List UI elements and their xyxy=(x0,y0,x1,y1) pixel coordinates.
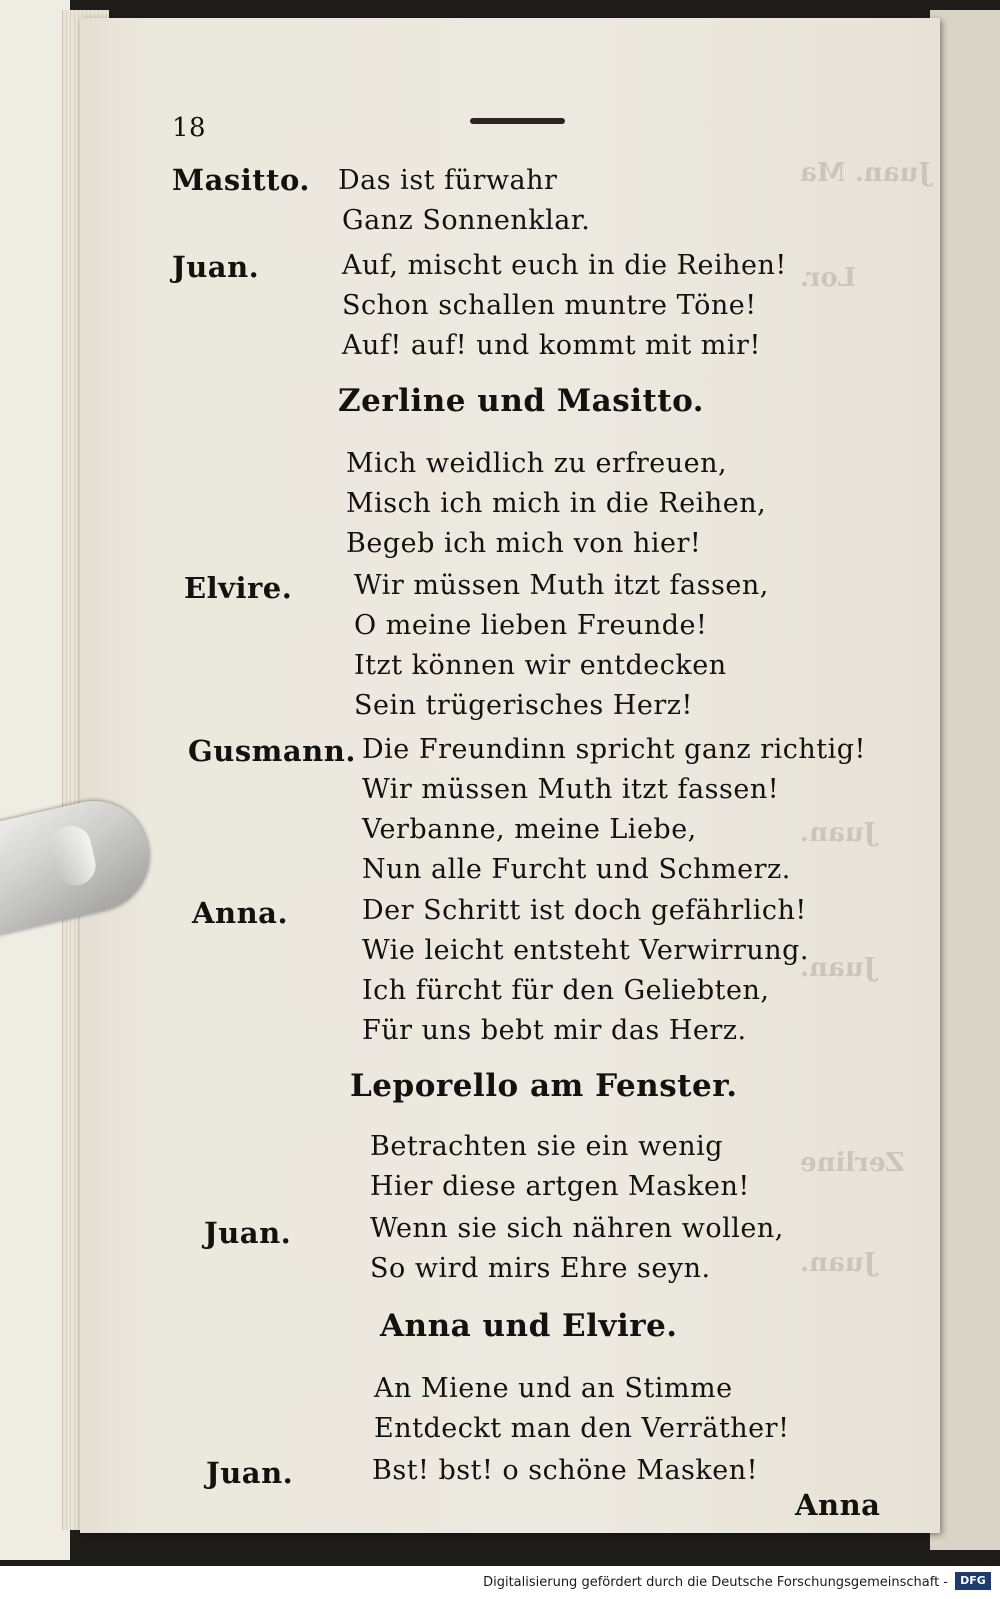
verse-line: Verbanne, meine Liebe, xyxy=(362,814,697,845)
clip-highlight xyxy=(47,822,99,889)
verse-line: Hier diese artgen Masken! xyxy=(370,1171,750,1202)
section-heading: Zerline und Masitto. xyxy=(338,383,705,419)
verse-line: Ganz Sonnenklar. xyxy=(342,205,591,236)
verse-line: Auf! auf! und kommt mit mir! xyxy=(342,330,761,361)
verse-line: Begeb ich mich von hier! xyxy=(346,528,702,559)
verse-line: Nun alle Furcht und Schmerz. xyxy=(362,854,791,885)
verse-line: Wir müssen Muth itzt fassen! xyxy=(362,774,780,805)
head-ornament xyxy=(470,118,565,124)
speaker-label: Elvire. xyxy=(184,571,293,605)
bleed-through: Juan. xyxy=(800,818,877,848)
verse-line: O meine lieben Freunde! xyxy=(354,610,708,641)
scan-margin xyxy=(0,0,70,1560)
funding-credit: Digitalisierung gefördert durch die Deutsche Forschungsgemeinschaft - xyxy=(483,1575,948,1590)
verse-line: Wenn sie sich nähren wollen, xyxy=(370,1213,784,1244)
verse-line: Bst! bst! o schöne Masken! xyxy=(372,1455,758,1486)
bleed-through: Juan. Ma xyxy=(800,158,931,188)
verse-line: Sein trügerisches Herz! xyxy=(354,690,693,721)
section-heading: Leporello am Fenster. xyxy=(350,1068,738,1104)
verse-line: So wird mirs Ehre seyn. xyxy=(370,1253,711,1284)
dfg-logo: DFG xyxy=(955,1572,991,1590)
speaker-label: Anna. xyxy=(192,896,289,930)
verse-line: Auf, mischt euch in die Reihen! xyxy=(342,250,787,281)
bleed-through: Lor. xyxy=(800,263,856,293)
verse-line: Itzt können wir entdecken xyxy=(354,650,727,681)
verse-line: Betrachten sie ein wenig xyxy=(370,1131,724,1162)
book-page xyxy=(80,18,940,1533)
verse-line: An Miene und an Stimme xyxy=(374,1373,733,1404)
verse-line: Das ist fürwahr xyxy=(338,165,558,196)
verse-line: Die Freundinn spricht ganz richtig! xyxy=(362,734,866,765)
bleed-through: Zerline xyxy=(800,1148,905,1178)
verse-line: Ich fürcht für den Geliebten, xyxy=(362,975,770,1006)
speaker-label: Juan. xyxy=(204,1216,292,1250)
speaker-label: Gusmann. xyxy=(188,734,356,768)
bleed-through: Juan. xyxy=(800,953,877,983)
verse-line: Wie leicht entsteht Verwirrung. xyxy=(362,935,809,966)
speaker-label: Masitto. xyxy=(172,163,310,197)
speaker-label: Juan. xyxy=(206,1456,294,1490)
verse-line: Der Schritt ist doch gefährlich! xyxy=(362,895,807,926)
verse-line: Mich weidlich zu erfreuen, xyxy=(346,448,728,479)
section-heading: Anna und Elvire. xyxy=(380,1308,678,1344)
bleed-through: Juan. xyxy=(800,1248,877,1278)
verse-line: Misch ich mich in die Reihen, xyxy=(346,488,767,519)
verse-line: Schon schallen muntre Töne! xyxy=(342,290,757,321)
verse-line: Entdeckt man den Verräther! xyxy=(374,1413,790,1444)
verse-line: Wir müssen Muth itzt fassen, xyxy=(354,570,769,601)
catchword: Anna xyxy=(795,1488,881,1522)
verse-line: Für uns bebt mir das Herz. xyxy=(362,1015,747,1046)
page-number: 18 xyxy=(172,113,207,143)
facing-page-edge xyxy=(930,10,1000,1550)
speaker-label: Juan. xyxy=(172,250,260,284)
